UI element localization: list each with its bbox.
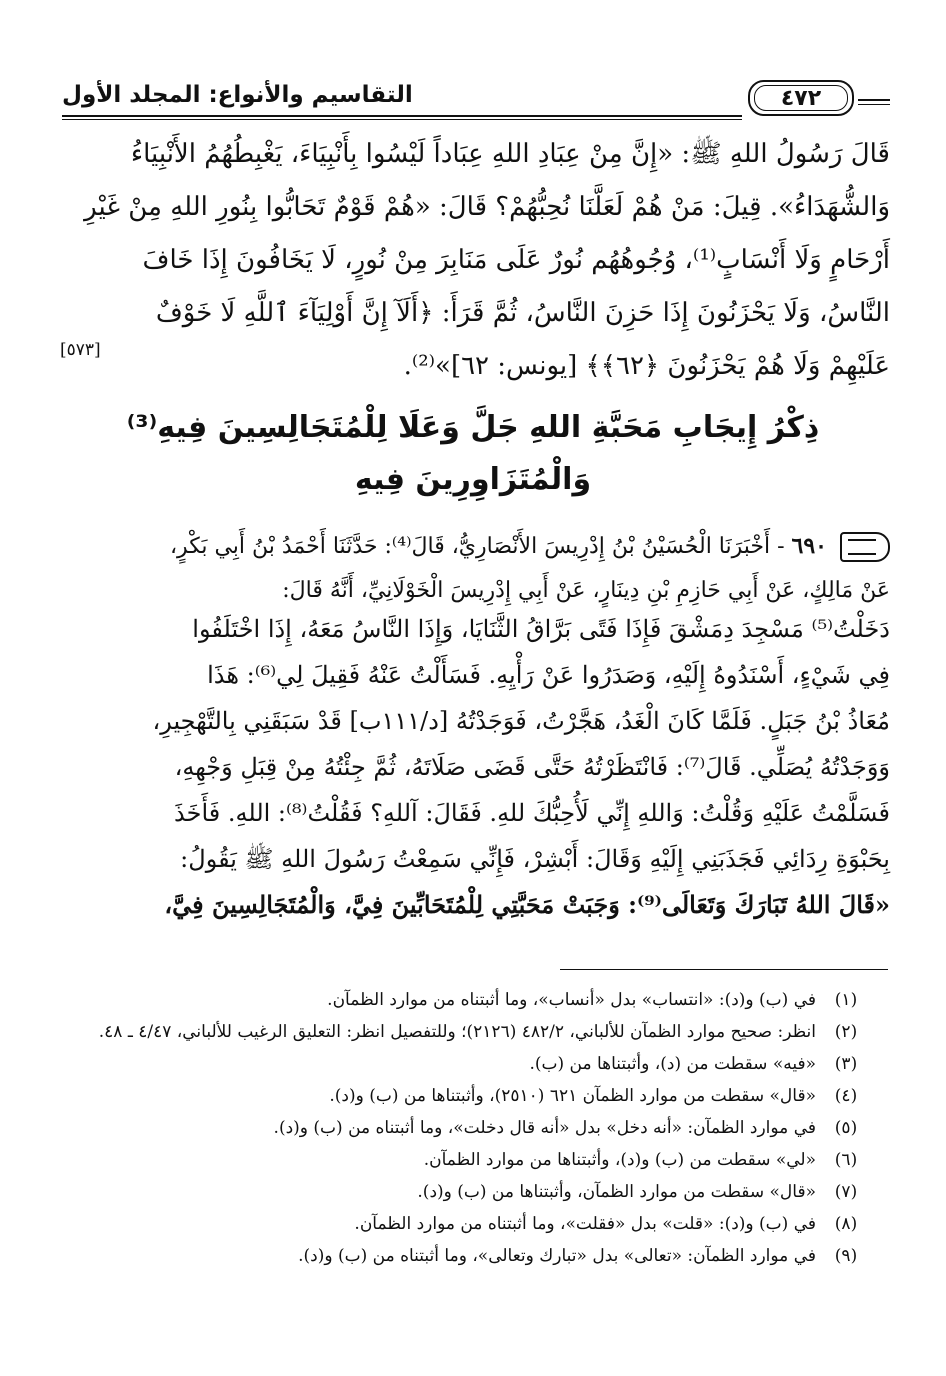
footnote [56, 1209, 868, 1239]
footnote [56, 1145, 868, 1175]
footnote-text: في (ب) و(د): «قلت» بدل «فقلت»، وما أثبتناه من موارد الظمآن. [354, 1214, 816, 1234]
footnote [56, 1241, 868, 1271]
footnote [56, 1049, 868, 1079]
text-line: «قَالَ اللهُ تَبَارَكَ وَتَعَالَى⁽⁹⁾: وَجَبَتْ مَحَبَّتِي لِلْمُتَحَابِّينَ فِيَّ، وَالْمُتَجَالِسِينَ فِيَّ، [164, 890, 890, 919]
text-line: أَرْحَامٍ وَلَا أَنْسَابٍ⁽¹⁾، وُجُوهُهُم نُورٌ عَلَى مَنَابِرَ مِنْ نُورٍ، لَا يَخَافُونَ إِذَا خَافَ [142, 245, 890, 275]
text-line: بِحَبْوَةِ رِدَائِي فَجَذَبَنِي إِلَيْهِ وَقَالَ: أَبْشِرْ، فَإِنِّي سَمِعْتُ رَسُولَ اللهِ ﷺ يَقُولُ: [180, 845, 890, 873]
footnote [56, 1017, 868, 1047]
running-title: التقاسيم والأنواع: المجلد الأول [62, 82, 413, 108]
text-line: عَنْ مَالِكٍ، عَنْ أَبِي حَازِمِ بْنِ دِينَارٍ، عَنْ أَبِي إِدْرِيسَ الْخَوْلَانِيِّ، أَنَّهُ قَالَ: [282, 578, 890, 603]
footnote-number: (٥) [834, 1118, 858, 1138]
header-rule-right [858, 99, 890, 101]
footnote-text: «فيه» سقطت من (د)، وأثبتناها من (ب). [529, 1054, 816, 1074]
text-line: وَوَجَدْتُهُ يُصَلِّي. قَالَ⁽⁷⁾: فَانْتَظَرْتُهُ حَتَّى قَضَى صَلَاتَهُ، ثُمَّ جِئْتُهُ مِنْ قِبَلِ وَجْهِهِ، [174, 753, 890, 781]
footnotes [56, 985, 868, 1273]
text-line: فَسَلَّمْتُ عَلَيْهِ وَقُلْتُ: وَاللهِ إِنِّي لَأُحِبُّكَ للهِ. فَقَالَ: آللهِ؟ فَقُلْتُ⁽⁸⁾: اللهِ. فَأَخَذَ [174, 799, 890, 827]
text-line: قَالَ رَسُولُ اللهِ ﷺ: «إِنَّ مِنْ عِبَادِ اللهِ عِبَاداً لَيْسُوا بِأَنْبِيَاءَ، يَغْبِطُهُمُ الأَنْبِيَاءُ [130, 139, 890, 169]
isnad-text: - أَخْبَرَنَا الْحُسَيْنُ بْنُ إِدْرِيسَ الأَنْصَارِيُّ، قَالَ⁽⁴⁾: حَدَّثَنَا أَحْمَدُ بْنُ أَبِي بَكْرٍ، [169, 534, 785, 559]
footnote-number: (٩) [834, 1246, 858, 1266]
footnote-text: «قال» سقطت من موارد الظمآن ٦٢١ (٢٥١٠)، وأثبتناها من (ب) و(د). [329, 1086, 816, 1106]
footnote-text: انظر: صحيح موارد الظمآن للألباني، ٤٨٢/٢ (٢١٢٦)؛ وللتفصيل انظر: التعليق الرغيب للألباني، ٤/٤٧ ـ ٤٨. [98, 1022, 816, 1042]
footnote-number: (٣) [834, 1054, 858, 1074]
section-title-line1: ذِكْرُ إِيجَابِ مَحَبَّةِ اللهِ جَلَّ وَعَلَا لِلْمُتَجَالِسِينَ فِيهِ⁽³⁾ [126, 410, 820, 445]
hadith-690-isnad [58, 524, 890, 613]
text-line: النَّاسُ، وَلَا يَحْزَنُونَ إِذَا حَزِنَ النَّاسُ، ثُمَّ قَرَأَ: ﴿أَلَآ إِنَّ أَوْلِيَآءَ ٱللَّهِ لَا خَوْفٌ [155, 298, 890, 328]
footnote-number: (٦) [834, 1150, 858, 1170]
text-line: مُعَاذُ بْنُ جَبَلٍ. فَلَمَّا كَانَ الْغَدُ، هَجَّرْتُ، فَوَجَدْتُهُ [د/١١١ب] قَدْ سَبَقَنِي بِالتَّهْجِيرِ، [152, 707, 890, 735]
footnote-text: «لي» سقطت من (ب) و(د)، وأثبتناها من موارد الظمآن. [423, 1150, 816, 1170]
footnote-text: «قال» سقطت من موارد الظمآن، وأثبتناها من (ب) و(د). [417, 1182, 816, 1202]
text-line: عَلَيْهِمْ وَلَا هُمْ يَحْزَنُونَ ﴿٦٢﴾﴾ [يونس: ٦٢]»⁽²⁾. [403, 351, 890, 381]
section-title-line2: وَالْمُتَزَاوِرِينَ فِيهِ [354, 462, 592, 497]
footnote-separator [560, 969, 888, 970]
footnote [56, 1081, 868, 1111]
hadith-reference-number: [٥٧٣] [60, 340, 101, 360]
page-number-frame [748, 80, 854, 116]
footnote-number: (٢) [834, 1022, 858, 1042]
page-number: ٤٧٢ [754, 85, 848, 111]
footnote-number: (٨) [834, 1214, 858, 1234]
footnote-text: في موارد الظمآن: «أنه دخل» بدل «أنه قال دخلت»، وما أثبتناه من (ب) و(د). [273, 1118, 816, 1138]
footnote [56, 985, 868, 1015]
footnote-text: في موارد الظمآن: «تعالى» بدل «تبارك وتعالى»، وما أثبتناه من (ب) و(د). [298, 1246, 816, 1266]
hadith-573-text [58, 128, 890, 393]
hadith-690-body [58, 606, 890, 928]
text-line: دَخَلْتُ⁽⁵⁾ مَسْجِدَ دِمَشْقَ فَإِذَا فَتًى بَرَّاقُ الثَّنَايَا، وَإِذَا النَّاسُ مَعَهُ، إِذَا اخْتَلَفُوا [192, 615, 890, 643]
header-rule-right-thin [858, 104, 890, 105]
header-rule [62, 115, 742, 117]
footnote-number: (٤) [834, 1086, 858, 1106]
footnote-number: (١) [834, 990, 858, 1010]
page-header [62, 82, 888, 110]
hadith-number: ٦٩٠ [791, 533, 827, 559]
footnote [56, 1177, 868, 1207]
header-rule-thin [62, 119, 742, 120]
hadith-marker-icon [840, 532, 890, 562]
footnote [56, 1113, 868, 1143]
text-line: وَالشُّهَدَاءُ». قِيلَ: مَنْ هُمْ لَعَلَّنَا نُحِبُّهُمْ؟ قَالَ: «هُمْ قَوْمٌ تَحَابُّوا بِنُورِ اللهِ مِنْ غَيْرِ [84, 192, 890, 222]
text-line: فِي شَيْءٍ، أَسْنَدُوهُ إِلَيْهِ، وَصَدَرُوا عَنْ رَأْيِهِ. فَسَأَلْتُ عَنْهُ فَقِيلَ لِي⁽⁶⁾: هَذَا [207, 661, 890, 689]
text-line [58, 524, 890, 569]
footnote-number: (٧) [834, 1182, 858, 1202]
footnote-text: في (ب) و(د): «انتساب» بدل «أنساب»، وما أثبتناه من موارد الظمآن. [327, 990, 816, 1010]
